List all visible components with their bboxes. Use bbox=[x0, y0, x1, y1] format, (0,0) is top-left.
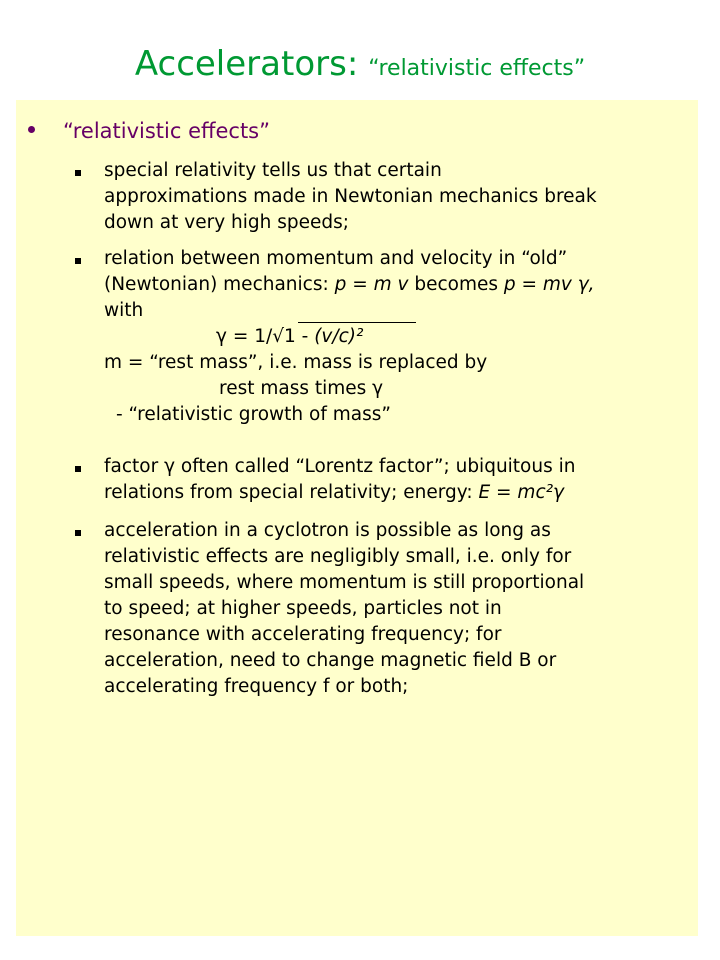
text-line: with bbox=[104, 300, 144, 321]
formula-left: γ = 1/√1 - bbox=[216, 326, 315, 347]
square-bullet-icon bbox=[75, 170, 81, 176]
section-heading: “relativistic effects” bbox=[63, 119, 270, 143]
square-bullet-icon bbox=[75, 258, 81, 264]
text-line bbox=[104, 272, 689, 298]
text-segment: (Newtonian) mechanics: bbox=[104, 274, 335, 295]
text-segment: becomes bbox=[408, 274, 504, 295]
content-panel bbox=[16, 100, 698, 936]
bullet-special-relativity bbox=[104, 158, 689, 236]
text-line: relativistic effects are negligibly small, i.e. only for bbox=[104, 546, 572, 567]
sqrt-vinculum bbox=[298, 322, 416, 323]
bullet-dot-icon bbox=[28, 126, 35, 133]
text-line: small speeds, where momentum is still proportional bbox=[104, 572, 585, 593]
square-bullet-icon bbox=[75, 466, 81, 472]
title-main: Accelerators: bbox=[134, 44, 359, 84]
text-line: acceleration, need to change magnetic field B or bbox=[104, 650, 557, 671]
bullet-cyclotron bbox=[104, 518, 689, 700]
formula-right: (v/c)² bbox=[314, 326, 364, 347]
text-line: special relativity tells us that certain bbox=[104, 160, 442, 181]
square-bullet-icon bbox=[75, 530, 81, 536]
text-line: accelerating frequency f or both; bbox=[104, 676, 409, 697]
text-line: down at very high speeds; bbox=[104, 212, 350, 233]
bullet-lorentz-factor bbox=[104, 454, 689, 506]
text-line: - “relativistic growth of mass” bbox=[116, 404, 391, 425]
text-line: rest mass times γ bbox=[219, 378, 384, 399]
text-line: m = “rest mass”, i.e. mass is replaced by bbox=[104, 352, 488, 373]
equation-energy: E = mc²γ bbox=[478, 482, 564, 503]
text-segment: relations from special relativity; energy: bbox=[104, 482, 479, 503]
text-line: factor γ often called “Lorentz factor”; ubiquitous in bbox=[104, 456, 576, 477]
text-line: resonance with accelerating frequency; for bbox=[104, 624, 502, 645]
text-line: to speed; at higher speeds, particles not in bbox=[104, 598, 502, 619]
gamma-formula bbox=[104, 324, 689, 350]
text-line: acceleration in a cyclotron is possible as long as bbox=[104, 520, 551, 541]
text-line: relation between momentum and velocity in “old” bbox=[104, 248, 568, 269]
text-line: approximations made in Newtonian mechanics break bbox=[104, 186, 597, 207]
title-sub: “relativistic effects” bbox=[368, 56, 586, 81]
text-line bbox=[104, 480, 689, 506]
slide-title bbox=[0, 40, 720, 93]
bullet-momentum-relation bbox=[104, 246, 689, 428]
equation-newton: p = m v bbox=[334, 274, 409, 295]
equation-relativistic: p = mv γ, bbox=[503, 274, 595, 295]
